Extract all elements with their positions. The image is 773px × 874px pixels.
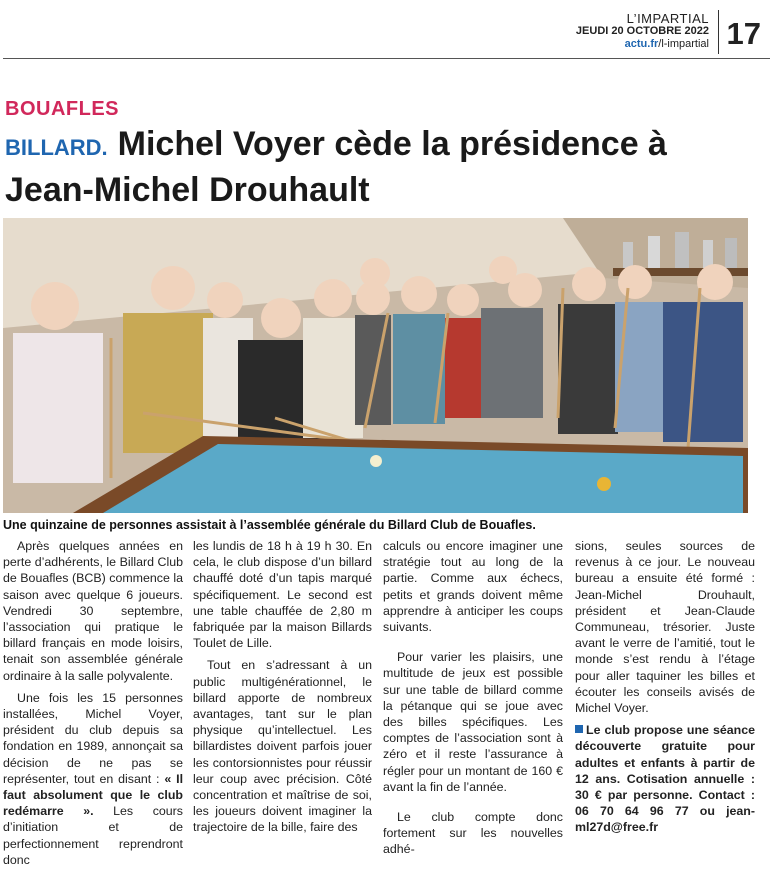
publication-name: L’IMPARTIAL xyxy=(626,11,709,26)
photo-caption: Une quinzaine de personnes assistait à l’assemblée générale du Billard Club de Bouafles. xyxy=(3,518,536,532)
bullet-square-icon xyxy=(575,725,583,733)
headline xyxy=(5,123,765,211)
paragraph: Pour varier les plaisirs, une multitude de jeux est possible sur une table de billard comme la pétanque qui se joue avec des billes spécifiques. Les comptes de l’association sont à zéro et il reste l’assurance à régler pour un montant de 160 € avant la fin de l’année. xyxy=(383,650,563,794)
masthead xyxy=(576,12,709,51)
issue-date: JEUDI 20 OCTOBRE 2022 xyxy=(575,25,709,37)
quote: « Il faut absolument que le club redémarre ». xyxy=(3,771,184,819)
paragraph: Tout en s’adressant à un public multigénérationnel, le billard apporte de nombreux avantages, tant sur le plan physique qu’intellectuel. Les billardistes doivent parfois jouer les contorsionnistes pour réussir leur coup avec précision. Côté concentration et maîtrise de soi, les joueurs doivent imaginer la trajectoire de la bille, faire des xyxy=(193,658,372,835)
billiard-club-photo xyxy=(3,218,748,513)
location-kicker: BOUAFLES xyxy=(5,98,119,120)
paragraph: Le club compte donc fortement sur les nouvelles adhé- xyxy=(383,810,563,857)
paragraph: calculs ou encore imaginer une stratégie tout au long de la partie. Comme aux échecs, petits et grands doivent même apprendre à anticiper les coups suivants. xyxy=(383,539,563,635)
url-domain: actu.fr xyxy=(624,38,659,50)
text-column-3 xyxy=(383,538,563,864)
header-rule xyxy=(3,58,770,59)
article-photo xyxy=(3,218,748,513)
paragraph xyxy=(3,690,183,868)
rubric: BILLARD. xyxy=(5,135,108,160)
info-text: Le club propose une séance découverte gratuite pour adultes et enfants à partir de 12 ans. Cotisation annuelle : 30 € par personne. Contact : 06 70 64 96 77 ou jean-ml27d@free.fr xyxy=(575,723,755,835)
text-run: Les cours d’initiation et de perfectionnement reprendront donc xyxy=(3,804,183,867)
headline-text: Michel Voyer cède la présidence à Jean-Michel Drouhault xyxy=(5,125,667,209)
page-number: 17 xyxy=(726,16,761,51)
publication-url[interactable] xyxy=(576,38,709,51)
url-path: /l-impartial xyxy=(658,38,709,50)
text-column-2 xyxy=(193,538,372,842)
paragraph: sions, seules sources de revenus à ce jour. Le nouveau bureau a ensuite été formé : Jean-Michel Drouhault, président et Jean-Claude Communeau, trésorier. Juste avant le verre de l’amitié, tout le monde s’est rendu à l’étage pour aller taquiner les billes et écouter les conseils avisés de Michel Voyer. xyxy=(575,539,755,716)
page-header xyxy=(365,10,765,58)
text-column-1 xyxy=(3,538,183,874)
paragraph: Après quelques années en perte d’adhérents, le Billard Club de Bouafles (BCB) commence la saison avec quelque 6 joueurs. Vendredi 30 septembre, l’association qui pratique le billard français en mode loisirs, tenait son assemblée générale ordinaire à la salle polyvalente. xyxy=(3,539,183,683)
page-number-box xyxy=(718,10,765,54)
info-box xyxy=(575,722,755,835)
text-column-4 xyxy=(575,538,755,842)
text-run: Une fois les 15 personnes installées, Michel Voyer, président du club depuis sa fondation en 1989, annonçait sa décision de ne pas se représenter, tout en disant : xyxy=(3,690,183,786)
paragraph: les lundis de 18 h à 19 h 30. En cela, le club dispose d’un billard chauffé doté d’un tapis marqué spécifiquement. Le second est une table chauffée de 2,80 m fabriquée par la maison Billards Toulet de Lille. xyxy=(193,539,372,651)
